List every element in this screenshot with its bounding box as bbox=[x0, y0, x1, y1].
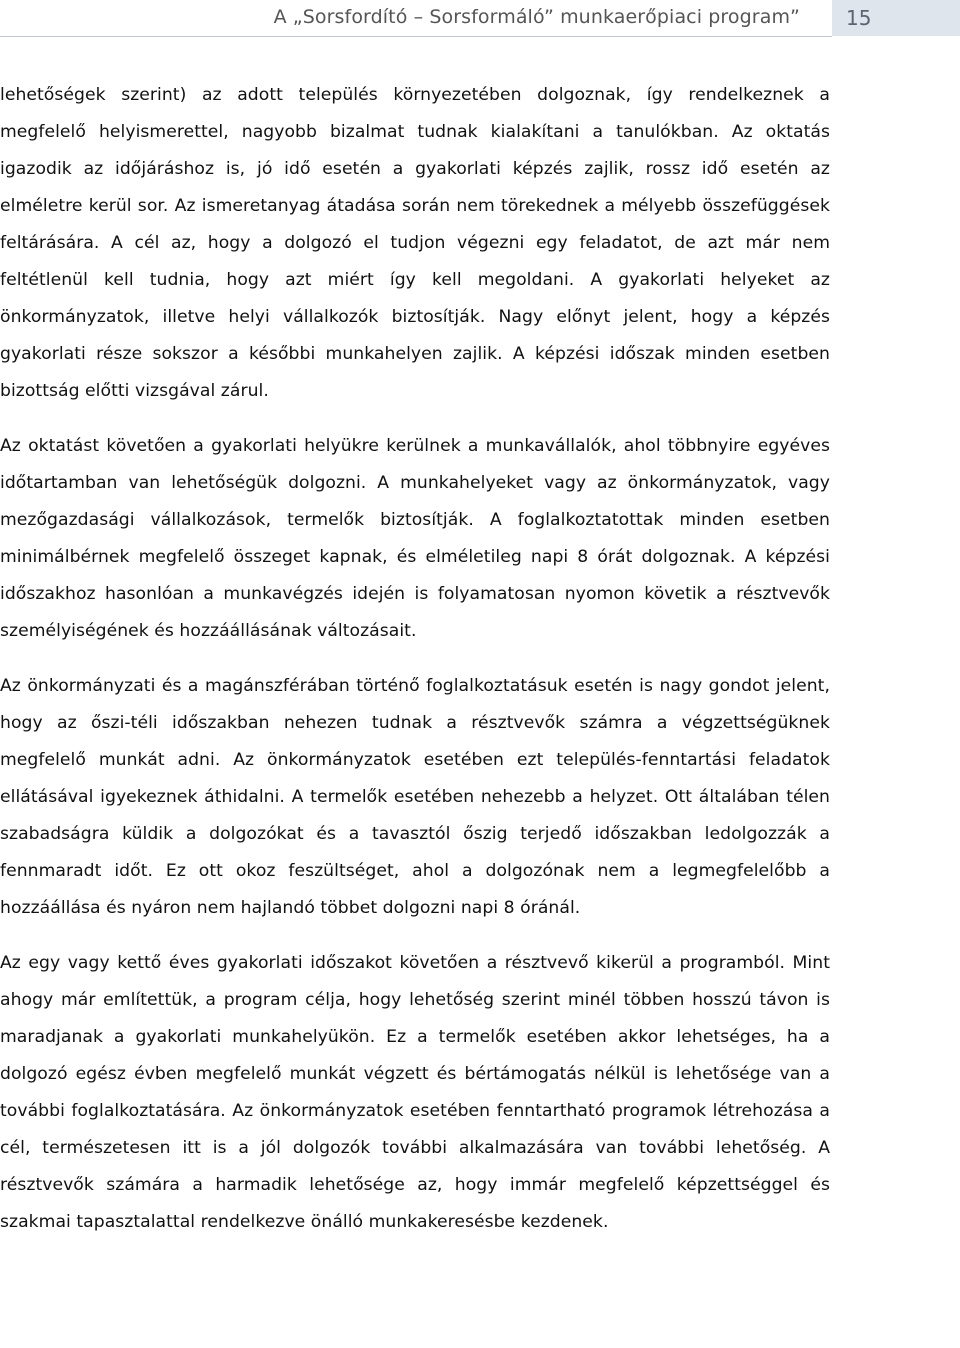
paragraph-1: lehetőségek szerint) az adott település környezetében dolgoznak, így rendelkeznek a megfelelő helyismerettel, nagyobb bizalmat tudnak kialakítani a tanulókban. Az oktatás igazodik az időjáráshoz is, jó idő esetén a gyakorlati képzés zajlik, rossz idő esetén az elméletre kerül sor. Az ismeretanyag átadása során nem törekednek a mélyebb összefüggések feltárására. A cél az, hogy a dolgozó el tudjon végezni egy feladatot, de azt már nem feltétlenül kell tudnia, hogy azt miért így kell megoldani. A gyakorlati helyeket az önkormányzatok, illetve helyi vállalkozók biztosítják. Nagy előnyt jelent, hogy a képzés gyakorlati része sokszor a későbbi munkahelyen zajlik. A képzési időszak minden esetben bizottság előtti vizsgával zárul. bbox=[0, 85, 830, 401]
page-number: 15 bbox=[832, 0, 960, 36]
body-text bbox=[0, 77, 830, 1241]
running-title: A „Sorsfordító – Sorsformáló” munkaerőpiaci program” bbox=[273, 6, 800, 28]
paragraph-4: Az egy vagy kettő éves gyakorlati időszakot követően a résztvevő kikerül a programból. Mint ahogy már említettük, a program célja, hogy lehetőség szerint minél többen hosszú távon is maradjanak a gyakorlati munkahelyükön. Ez a termelők esetében akkor lehetséges, ha a dolgozó egész évben megfelelő munkát végzett és bértámogatás nélkül is lehetősége van a további foglalkoztatására. Az önkormányzatok esetében fenntartható programok létrehozása a cél, természetesen itt is a jól dolgozók további alkalmazására van további lehetőség. A résztvevők számára a harmadik lehetősége az, hogy immár megfelelő képzettséggel és szakmai tapasztalattal rendelkezve önálló munkakeresésbe kezdenek. bbox=[0, 953, 830, 1232]
header-divider bbox=[0, 36, 832, 37]
paragraph-2: Az oktatást követően a gyakorlati helyükre kerülnek a munkavállalók, ahol többnyire egyéves időtartamban van lehetőségük dolgozni. A munkahelyeket vagy az önkormányzatok, vagy mezőgazdasági vállalkozások, termelők biztosítják. A foglalkoztatottak minden esetben minimálbérnek megfelelő összeget kapnak, és elméletileg napi 8 órát dolgoznak. A képzési időszakhoz hasonlóan a munkavégzés idején is folyamatosan nyomon követik a résztvevők személyiségének és hozzáállásának változásait. bbox=[0, 436, 830, 641]
paragraph-3: Az önkormányzati és a magánszférában történő foglalkoztatásuk esetén is nagy gondot jelent, hogy az őszi-téli időszakban nehezen tudnak a résztvevők számra a végzettségüknek megfelelő munkát adni. Az önkormányzatok esetében ezt település-fenntartási feladatok ellátásával igyekeznek áthidalni. A termelők esetében nehezebb a helyzet. Ott általában télen szabadságra küldik a dolgozókat és a tavasztól őszig terjedő időszakban ledolgozzák a fennmaradt időt. Ez ott okoz feszültséget, ahol a dolgozónak nem a legmegfelelőbb a hozzáállása és nyáron nem hajlandó többet dolgozni napi 8 óránál. bbox=[0, 676, 830, 918]
page-header bbox=[0, 0, 960, 40]
